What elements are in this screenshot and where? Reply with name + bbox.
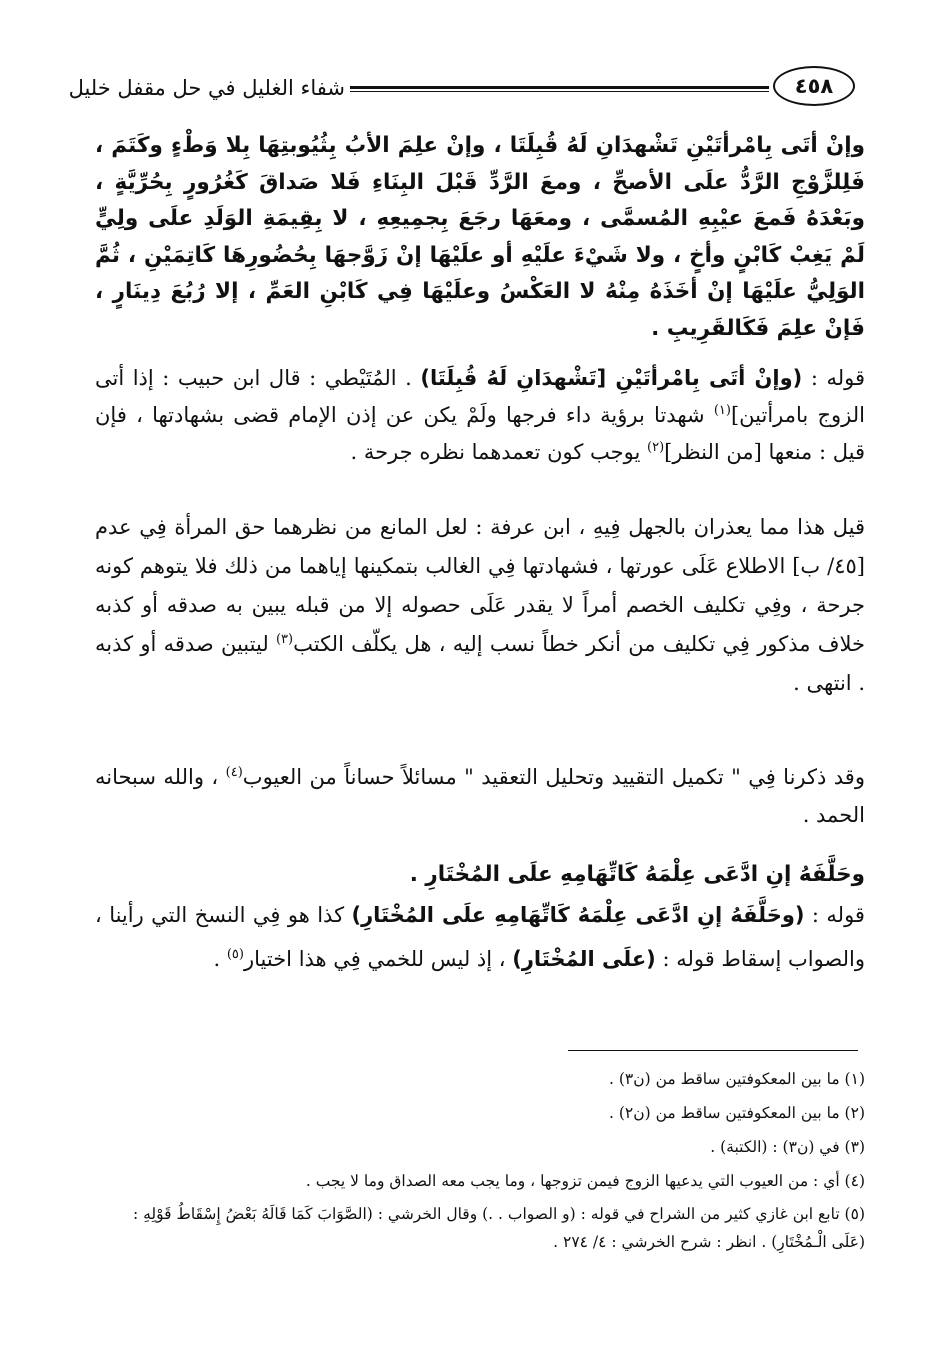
matn-text: وإنْ أتَى بِامْرأتَيْنِ تَشْهدَانِ لَهُ قُبِلَتَا ، وإنْ علِمَ الأبُ بِثُيُوبتِهَا بِلا وَطْءٍ وكَتَمَ ، فَلِلزَّوْجِ الرَّدُّ علَى الأصحِّ ، ومعَ الرَّدِّ قَبْلَ البِنَاءِ فَلا صَداقَ كَغُرُورٍ بِحُرِّيَّةٍ ، وبَعْدَهُ فَمعَ عيْبِهِ المُسمَّى ، ومعَهَا رجَعَ بِجمِيعِهِ ، لا بِقِيمَةِ الوَلَدِ علَى ولِيٍّ لَمْ يَغِبْ كَابْنٍ وأخٍ ، ولا شَيْءَ علَيْهِ أو علَيْهَا إنْ زَوَّجهَا بِحُضُورِهَا كَاتِمَيْنِ ، ثُمَّ الوَلِيُّ علَيْهَا إنْ أخَذَهُ مِنْهُ لا العَكْسُ وعلَيْهَا فِي كَابْنِ العَمِّ ، إلا رُبُعَ دِينَارٍ ، فَإنْ علِمَ فَكَالقَرِيبِ . [95,133,865,341]
quoted-matn: (علَى المُخْتَارِ) [512,947,656,971]
footnotes [95,1062,865,1256]
commentary-lead: قوله : [802,366,865,390]
footnote-ref-4[interactable]: (٤) [225,765,243,780]
commentary-text: ، إذ ليس للخمي فِي هذا اختيار [243,947,513,971]
commentary-text: ليتبين صدقه أو كذبه . انتهى . [95,632,865,695]
header-rule [350,86,769,92]
footnote-ref-3[interactable]: (٣) [275,632,294,647]
footnote-2: (٢) ما بين المعكوفتين ساقط من (ن٢) . [608,1104,865,1122]
footnote-ref-5[interactable]: (٥) [226,947,244,962]
matn-paragraph [95,128,865,347]
page-number: ٤٥٨ [773,66,855,106]
footnote-3: (٣) في (ن٣) : (الكتبة) . [710,1138,865,1156]
commentary-paragraph-3 [95,758,865,834]
commentary-text: وقد ذكرنا فِي " تكميل التقييد وتحليل التعقيد " مسائلاً حساناً من العيوب [242,765,865,789]
commentary-text: . المُتَيْطي : قال ابن حبيب : إذا أتى الزوج بامرأتين] [95,366,866,427]
page-header [68,66,855,118]
commentary-paragraph-2 [95,508,865,703]
footnote-4: (٤) أي : من العيوب التي يدعيها الزوج فيمن تزوجها ، وما يجب معه الصداق وما لا يجب . [305,1172,865,1190]
commentary-text: كذا هو فِي النسخ التي رأينا ، والصواب إسقاط قوله : [95,903,865,971]
commentary-text: شهدتا برؤية داء فرجها ولَمْ يكن عن إذن الإمام قضى بشهادتها ، فإن قيل : منعها [من النظر] [95,403,865,464]
footnote-ref-1[interactable]: (١) [713,403,731,418]
commentary-text: ، والله سبحانه الحمد . [95,765,865,827]
footnote-1: (١) ما بين المعكوفتين ساقط من (ن٣) . [608,1070,865,1088]
matn-paragraph-2 [95,857,865,893]
footnote-5: (٥) تابع ابن غازي كثير من الشراح في قوله : (و الصواب . .) وقال الخرشي : (الصَّوَابَ كَمَا قَالَهُ بَعْضُ إِسْقَاطُ قَوْلِهِ : (عَلَى الْـمُخْتَارِ) . انظر : شرح الخرشي : ٤/ ٢٧٤ . [132,1205,865,1251]
quoted-matn: (وإنْ أتَى بِامْرأتَيْنِ [تَشْهدَانِ لَهُ قُبِلَتَا) [420,366,803,390]
commentary-paragraph-1 [95,360,865,471]
commentary-lead: قوله : [804,903,865,927]
matn-text: وحَلَّفَهُ إنِ ادَّعَى عِلْمَهُ كَاتِّهَامِهِ علَى المُخْتَارِ . [409,862,865,887]
commentary-paragraph-4 [95,893,865,981]
commentary-text: قيل هذا مما يعذران بالجهل فِيهِ ، ابن عرفة : لعل المانع من نظرهما حق المرأة فِي عدم [٤٥/ ب] الاطلاع عَلَى عورتها ، فشهادتها فِي الغالب بتمكينها إياهما من ذلك فلا يتوهم كونه جرحة ، وفِي تكليف الخصم أمراً لا يقدر عَلَى حصوله إلا من قبله يبين به صدقه أو كذبه خلاف مذكور فِي تكليف من أنكر خطاً نسب إليه ، هل يكلّف الكتب [95,515,866,656]
commentary-text: يوجب كون تعمدهما نظره جرحة . [350,440,647,464]
running-title: شفاء الغليل في حل مقفل خليل [68,76,345,100]
footnote-ref-2[interactable]: (٢) [647,440,665,455]
footnote-separator [568,1050,858,1051]
commentary-text: . [213,947,227,971]
quoted-matn: (وحَلَّفَهُ إنِ ادَّعَى عِلْمَهُ كَاتِّهَامِهِ علَى المُخْتَارِ) [351,903,805,927]
